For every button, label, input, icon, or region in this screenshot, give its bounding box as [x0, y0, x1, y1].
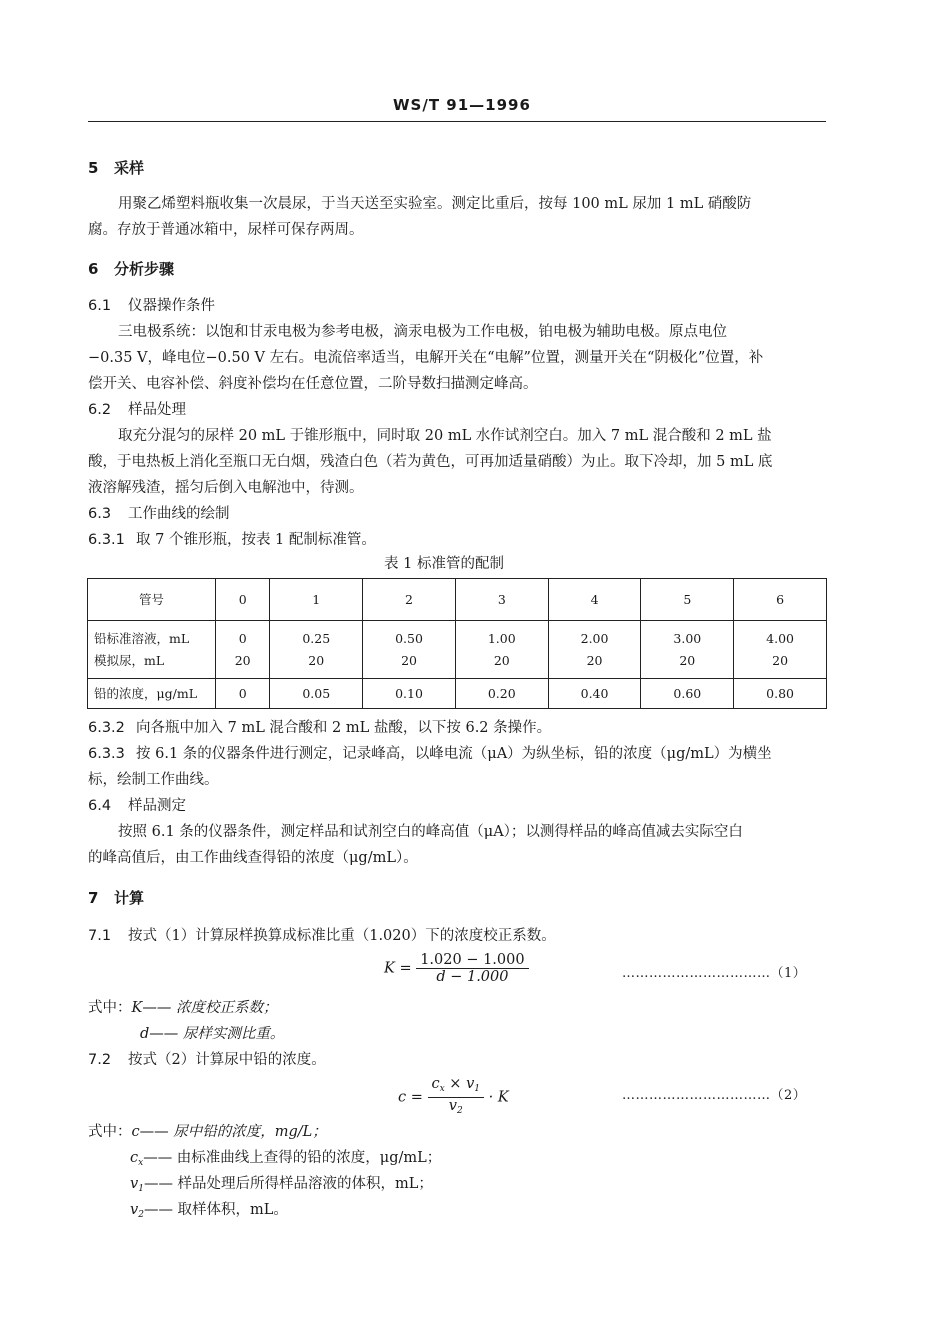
section-number: 7.1	[88, 928, 112, 944]
section-6-1-line-3: 偿开关、电容补偿、斜度补偿均在任意位置，二阶导数扫描测定峰高。	[88, 376, 538, 392]
table-header-cell: 5	[641, 579, 734, 621]
formula-2-leader	[622, 1084, 806, 1103]
section-number: 5	[88, 159, 99, 177]
section-number: 6.3.3	[88, 746, 125, 762]
section-5-line-1: 用聚乙烯塑料瓶收集一次晨尿，于当天送至实验室。测定比重后，按每 100 mL 尿加 1 mL 硝酸防	[118, 196, 752, 212]
table-row-label	[88, 621, 216, 679]
table-header-label: 管号	[88, 579, 216, 621]
section-6-3-2	[88, 718, 551, 738]
section-number: 6.4	[88, 798, 112, 814]
formula-1-leader	[622, 962, 806, 981]
section-number: 7.2	[88, 1052, 112, 1068]
section-6-1-heading	[88, 296, 215, 316]
row-label-simulated-urine: 模拟尿，mL	[94, 652, 165, 668]
table-header-cell: 3	[455, 579, 548, 621]
table-cell: 0.05	[270, 679, 363, 709]
table-cell: 2.00 20	[548, 621, 641, 679]
section-6-3-3-line-1	[88, 744, 772, 764]
section-title: 分析步骤	[114, 260, 175, 278]
where-2-line-1	[88, 1122, 327, 1142]
section-number: 6.3	[88, 506, 112, 522]
section-5-heading	[88, 158, 144, 178]
page-header: WS/T 91—1996	[393, 96, 531, 114]
section-6-3-3-line-2: 标，绘制工作曲线。	[88, 772, 219, 788]
table-cell: 0.80	[734, 679, 827, 709]
formula-denominator: $v_2$	[448, 1098, 463, 1116]
section-6-3-heading	[88, 504, 230, 524]
table-header-cell: 1	[270, 579, 363, 621]
table-row	[88, 621, 827, 679]
table-header-cell: 6	[734, 579, 827, 621]
section-text: 按式（1）计算尿样换算成标准比重（1.020）下的浓度校正系数。	[128, 928, 556, 944]
where-cx: —— 由标准曲线上查得的铅的浓度，μg/mL；	[143, 1150, 442, 1166]
section-number: 6	[88, 260, 99, 278]
formula-label: （2）	[770, 1088, 807, 1103]
table-header-cell: 0	[216, 579, 270, 621]
table-cell: 0 20	[216, 621, 270, 679]
formula-label: （1）	[770, 966, 807, 981]
table-cell: 0.20	[455, 679, 548, 709]
where-intro: 式中：	[88, 1124, 132, 1140]
table-cell: 4.00 20	[734, 621, 827, 679]
section-6-4-line-2: 的峰高值后，由工作曲线查得铅的浓度（μg/mL）。	[88, 850, 418, 866]
section-number: 7	[88, 889, 99, 907]
where-intro: 式中：	[88, 1000, 132, 1016]
section-number: 6.1	[88, 298, 112, 314]
table-cell: 3.00 20	[641, 621, 734, 679]
section-6-2-line-1: 取充分混匀的尿样 20 mL 于锥形瓶中，同时取 20 mL 水作试剂空白。加入 7 mL 混合酸和 2 mL 盐	[118, 428, 772, 444]
section-title: 计算	[114, 889, 145, 907]
where-k: K—— 浓度校正系数；	[131, 1000, 278, 1016]
table-row-label: 铅的浓度，μg/mL	[88, 679, 216, 709]
section-6-2-line-2: 酸，于电热板上消化至瓶口无白烟，残渣白色（若为黄色，可再加适量硝酸）为止。取下冷却，加 5 mL 底	[88, 454, 773, 470]
section-title: 样品测定	[128, 798, 186, 814]
table-header-cell: 4	[548, 579, 641, 621]
section-6-2-heading	[88, 400, 186, 420]
table-cell: 0	[216, 679, 270, 709]
where-2-line-3: $v_1——$ 样品处理后所得样品溶液的体积，mL；	[130, 1176, 433, 1194]
section-6-1-line-2: −0.35 V，峰电位−0.50 V 左右。电流倍率适当，电解开关在“电解”位置，测量开关在“阴极化”位置，补	[88, 350, 764, 366]
section-number: 6.2	[88, 402, 112, 418]
table-header-cell: 2	[363, 579, 456, 621]
where-2-line-2: $c_x——$ 由标准曲线上查得的铅的浓度，μg/mL；	[130, 1150, 442, 1168]
section-text: 向各瓶中加入 7 mL 混合酸和 2 mL 盐酸，以下按 6.2 条操作。	[136, 720, 552, 736]
table-cell: 0.10	[363, 679, 456, 709]
where-c: c—— 尿中铅的浓度，mg/L；	[131, 1124, 327, 1140]
section-number: 6.3.2	[88, 720, 125, 736]
section-6-4-line-1: 按照 6.1 条的仪器条件，测定样品和试剂空白的峰高值（μA）；以测得样品的峰高值减去实际空白	[118, 824, 743, 840]
section-title: 样品处理	[128, 402, 186, 418]
section-5-line-2: 腐。存放于普通冰箱中，尿样可保存两周。	[88, 222, 364, 238]
formula-lhs: K =	[384, 960, 412, 977]
section-text: 按 6.1 条的仪器条件进行测定，记录峰高，以峰电流（μA）为纵坐标，铅的浓度（μg/mL）为横坐	[136, 746, 772, 762]
table-cell: 0.50 20	[363, 621, 456, 679]
formula-denominator: d − 1.000	[436, 969, 509, 985]
section-7-2	[88, 1050, 326, 1070]
where-1-line-1	[88, 998, 277, 1018]
formula-2	[398, 1076, 509, 1119]
where-v1: —— 样品处理后所得样品溶液的体积，mL；	[143, 1176, 433, 1192]
section-text: 按式（2）计算尿中铅的浓度。	[128, 1052, 326, 1068]
table-1	[87, 578, 827, 709]
section-title: 仪器操作条件	[128, 298, 215, 314]
table-cell: 0.40	[548, 679, 641, 709]
formula-fraction	[428, 1076, 485, 1119]
table-header-row	[88, 579, 827, 621]
table-1-caption: 表 1 标准管的配制	[384, 556, 504, 572]
section-text: 取 7 个锥形瓶，按表 1 配制标准管。	[136, 532, 376, 548]
section-number: 6.3.1	[88, 532, 125, 548]
where-1-line-2: d—— 尿样实测比重。	[140, 1026, 285, 1042]
section-title: 采样	[114, 159, 145, 177]
header-rule	[88, 121, 826, 122]
section-6-2-line-3: 液溶解残渣，摇匀后倒入电解池中，待测。	[88, 480, 364, 496]
row-label-lead-standard: 铅标准溶液，mL	[94, 630, 190, 646]
table-cell: 0.60	[641, 679, 734, 709]
formula-tail: · K	[488, 1089, 509, 1106]
section-6-heading	[88, 259, 174, 279]
formula-numerator: 1.020 − 1.000	[416, 952, 528, 969]
table-row	[88, 679, 827, 709]
leader-dots: ……………………………	[622, 966, 771, 981]
section-7-1	[88, 926, 556, 946]
section-title: 工作曲线的绘制	[128, 506, 230, 522]
formula-lhs: c =	[398, 1089, 423, 1106]
section-6-1-line-1: 三电极系统：以饱和甘汞电极为参考电极，滴汞电极为工作电极，铂电极为辅助电极。原点电位	[118, 324, 727, 340]
section-7-heading	[88, 888, 144, 908]
section-6-4-heading	[88, 796, 186, 816]
where-v2: —— 取样体积，mL。	[143, 1202, 288, 1218]
formula-numerator: $c_x \times v_1$	[428, 1076, 485, 1098]
section-6-3-1	[88, 530, 376, 550]
table-cell: 1.00 20	[455, 621, 548, 679]
formula-fraction	[416, 952, 528, 985]
leader-dots: ……………………………	[622, 1088, 771, 1103]
formula-1	[384, 952, 529, 985]
where-2-line-4: $v_2——$ 取样体积，mL。	[130, 1202, 288, 1220]
table-cell: 0.25 20	[270, 621, 363, 679]
